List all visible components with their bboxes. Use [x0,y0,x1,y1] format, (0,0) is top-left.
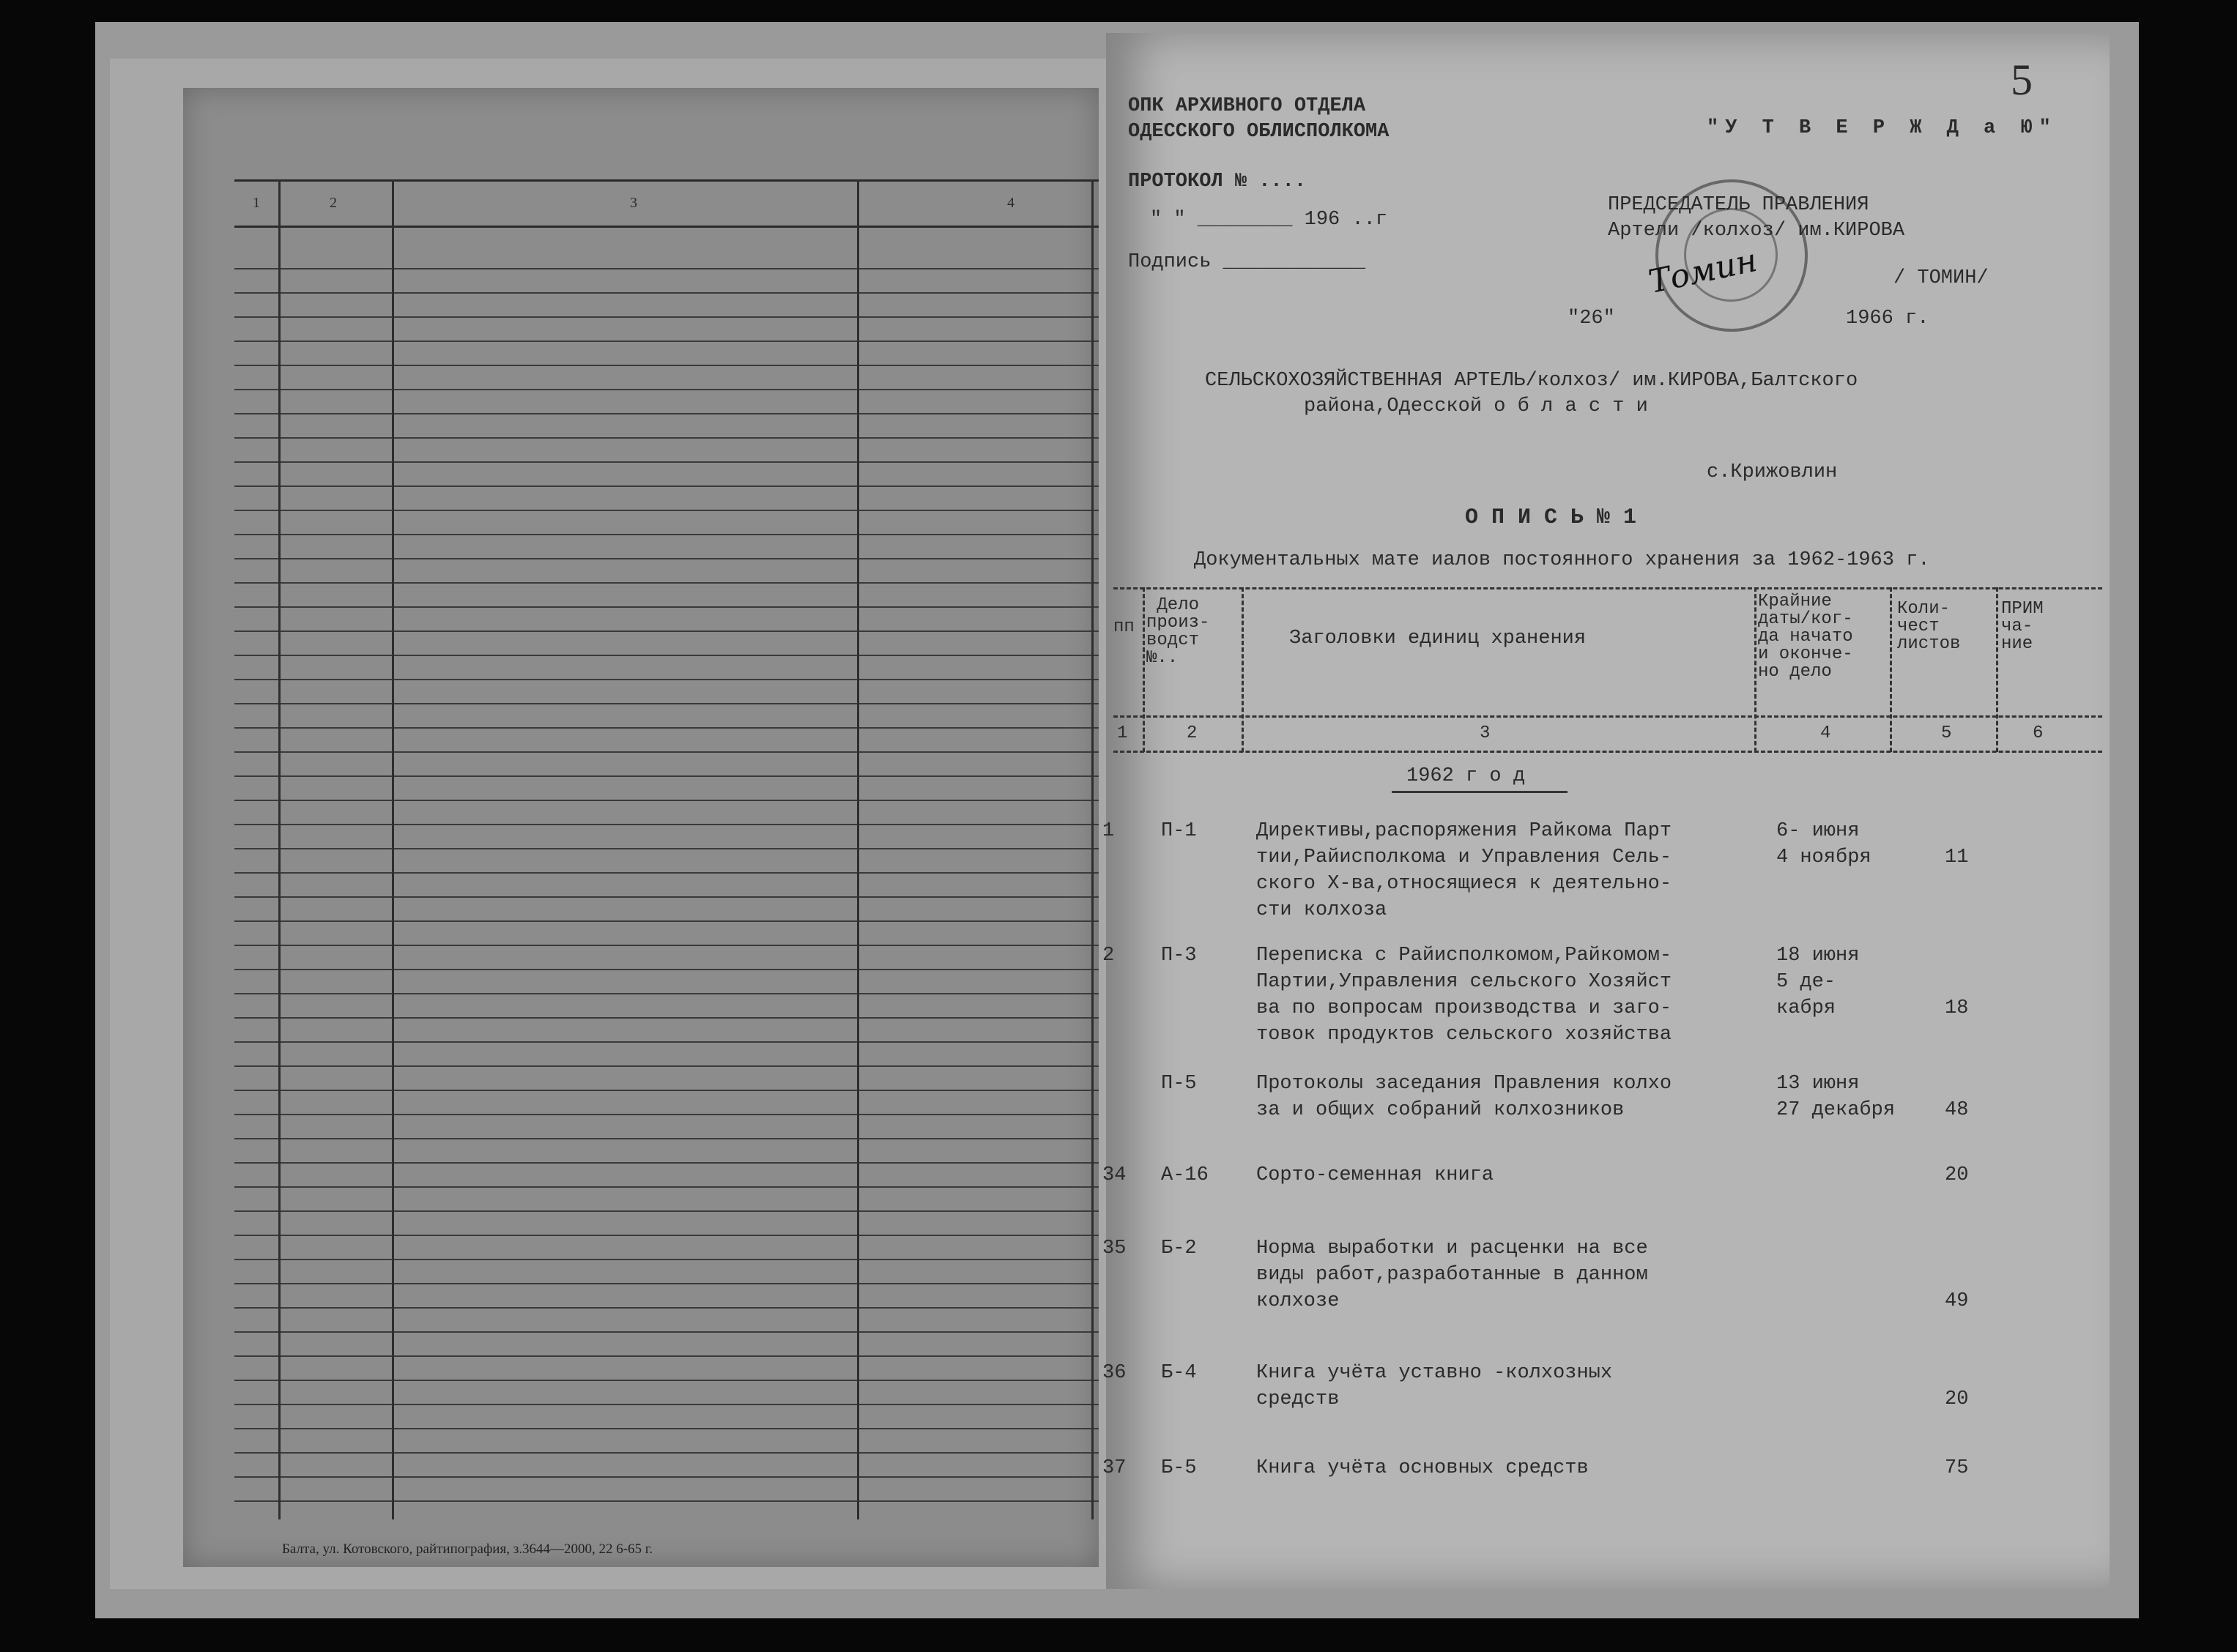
column-number: 1 [253,195,260,211]
row-date-line: 6- июня [1776,820,1860,842]
ruled-table [234,179,1099,1519]
protocol-date-line: " " ________ 196 ..г [1150,209,1388,231]
col-number: 2 [1187,723,1198,743]
chairman-line1: ПРЕДСЕДАТЕЛЬ ПРАВЛЕНИЯ [1608,194,1869,216]
approval-date-day: "26" [1568,308,1615,330]
row-date-line: 5 де- [1776,971,1836,993]
row-case-code: П-3 [1161,945,1197,967]
row-title-line: Книга учёта основных средств [1256,1457,1589,1479]
row-title-line: Переписка с Райисполкомом,Райкомом- [1256,945,1672,967]
year-underline [1392,791,1568,793]
table-top-rule [1113,587,2102,589]
row-sheet-count: 20 [1945,1164,1969,1186]
row-title-line: Норма выработки и расценки на все [1256,1238,1648,1260]
left-page [110,59,1106,1589]
column-divider [392,179,394,1519]
header-bottom-rule [1113,715,2102,718]
archive-dept-line1: ОПК АРХИВНОГО ОТДЕЛА [1128,95,1366,117]
column-number: 4 [1007,195,1014,211]
inventory-subtitle: Документальных мате иалов постоянного хранения за 1962-1963 г. [1194,549,1930,571]
page-corner-mark: 5 [2011,56,2033,104]
header-cell-sheets: Коли- чест листов [1897,599,1961,654]
row-title-line: Протоколы заседания Правления колхо [1256,1073,1672,1095]
row-title-line: Сорто-семенная книга [1256,1164,1494,1186]
ruled-table-header [234,179,1099,228]
row-sheet-count: 11 [1945,847,1969,868]
row-title-line: Книга учёта уставно -колхозных [1256,1362,1613,1384]
row-number: 34 [1102,1164,1127,1186]
column-divider [1091,179,1094,1519]
row-sheet-count: 20 [1945,1388,1969,1410]
row-case-code: Б-5 [1161,1457,1197,1479]
row-case-code: Б-4 [1161,1362,1197,1384]
header-divider [1242,587,1244,752]
header-divider [1996,587,1998,752]
row-title-line: колхозе [1256,1290,1340,1312]
row-case-code: П-5 [1161,1073,1197,1095]
row-title-line: ского Х-ва,относящиеся к деятельно- [1256,873,1672,895]
approval-title: "У Т В Е Р Ж Д а Ю" [1707,117,2058,139]
row-date-line: 27 декабря [1776,1099,1896,1121]
col-number: 3 [1480,723,1491,743]
row-title-line: сти колхоза [1256,899,1387,921]
header-divider [1890,587,1892,752]
protocol-signature-line: Подпись ____________ [1128,251,1366,273]
village-name: с.Крижовлин [1707,461,1838,483]
column-number: 2 [330,195,337,211]
row-case-code: Б-2 [1161,1238,1197,1260]
archive-dept-line2: ОДЕССКОГО ОБЛИСПОЛКОМА [1128,121,1390,143]
print-imprint: Балта, ул. Котовского, райтипография, з.3644—2000, 22 6-65 г. [282,1541,653,1557]
row-title-line: виды работ,разработанные в данном [1256,1264,1648,1286]
row-title-line: средств [1256,1388,1340,1410]
row-title-line: товок продуктов сельского хозяйства [1256,1024,1672,1046]
year-label: 1962 г о д [1406,765,1526,787]
row-number: 36 [1102,1362,1127,1384]
row-title-line: Партии,Управления сельского Хозяйст [1256,971,1672,993]
column-number: 3 [630,195,637,211]
row-title-line: ва по вопросам производства и заго- [1256,997,1672,1019]
row-number: 37 [1102,1457,1127,1479]
header-cell-number: пп [1113,617,1135,637]
handwritten-signature: Томин [1645,242,1761,301]
row-case-code: А-16 [1161,1164,1209,1186]
header-divider [1143,587,1145,752]
row-number: 2 [1102,945,1115,967]
header-cell-title: Заголовки единиц хранения [1289,628,1587,650]
row-date-line: 18 июня [1776,945,1860,967]
ruled-rows [234,245,1099,1519]
column-divider [278,179,281,1519]
protocol-line: ПРОТОКОЛ № .... [1128,171,1307,193]
chairman-name: / ТОМИН/ [1893,267,1989,289]
approval-date-year: 1966 г. [1846,308,1929,330]
header-cell-dates: Крайние даты/ког- да начато и оконче- но дело [1758,592,1853,682]
row-date-line: кабря [1776,997,1836,1019]
row-date-line: 4 ноября [1776,847,1871,868]
chairman-line2: Артели /колхоз/ им.КИРОВА [1608,220,1905,242]
header-cell-note: ПРИМ ча- ние [2001,599,2044,654]
row-sheet-count: 48 [1945,1099,1969,1121]
row-sheet-count: 75 [1945,1457,1969,1479]
header-divider [1754,587,1756,752]
header-cell-case: Дело произ- водст №.. [1146,595,1210,668]
inventory-title: О П И С Ь № 1 [1465,505,1637,530]
row-case-code: П-1 [1161,820,1197,842]
row-title-line: тии,Райисполкома и Управления Сель- [1256,847,1672,868]
row-sheet-count: 18 [1945,997,1969,1019]
ruled-form-sheet [183,88,1099,1567]
row-date-line: 13 июня [1776,1073,1860,1095]
row-sheet-count: 49 [1945,1290,1969,1312]
col-number-rule [1113,751,2102,753]
col-number: 6 [2033,723,2044,743]
row-title-line: Директивы,распоряжения Райкома Парт [1256,820,1672,842]
org-line2: района,Одесской о б л а с т и [1304,395,1648,417]
column-divider [857,179,859,1519]
org-line1: СЕЛЬСКОХОЗЯЙСТВЕННАЯ АРТЕЛЬ/колхоз/ им.КИРОВА,Балтского [1205,370,1858,392]
right-page [1102,33,2110,1589]
col-number: 5 [1941,723,1952,743]
col-number: 1 [1117,723,1128,743]
row-title-line: за и общих собраний колхозников [1256,1099,1625,1121]
row-number: 1 [1102,820,1115,842]
row-number: 35 [1102,1238,1127,1260]
col-number: 4 [1820,723,1831,743]
